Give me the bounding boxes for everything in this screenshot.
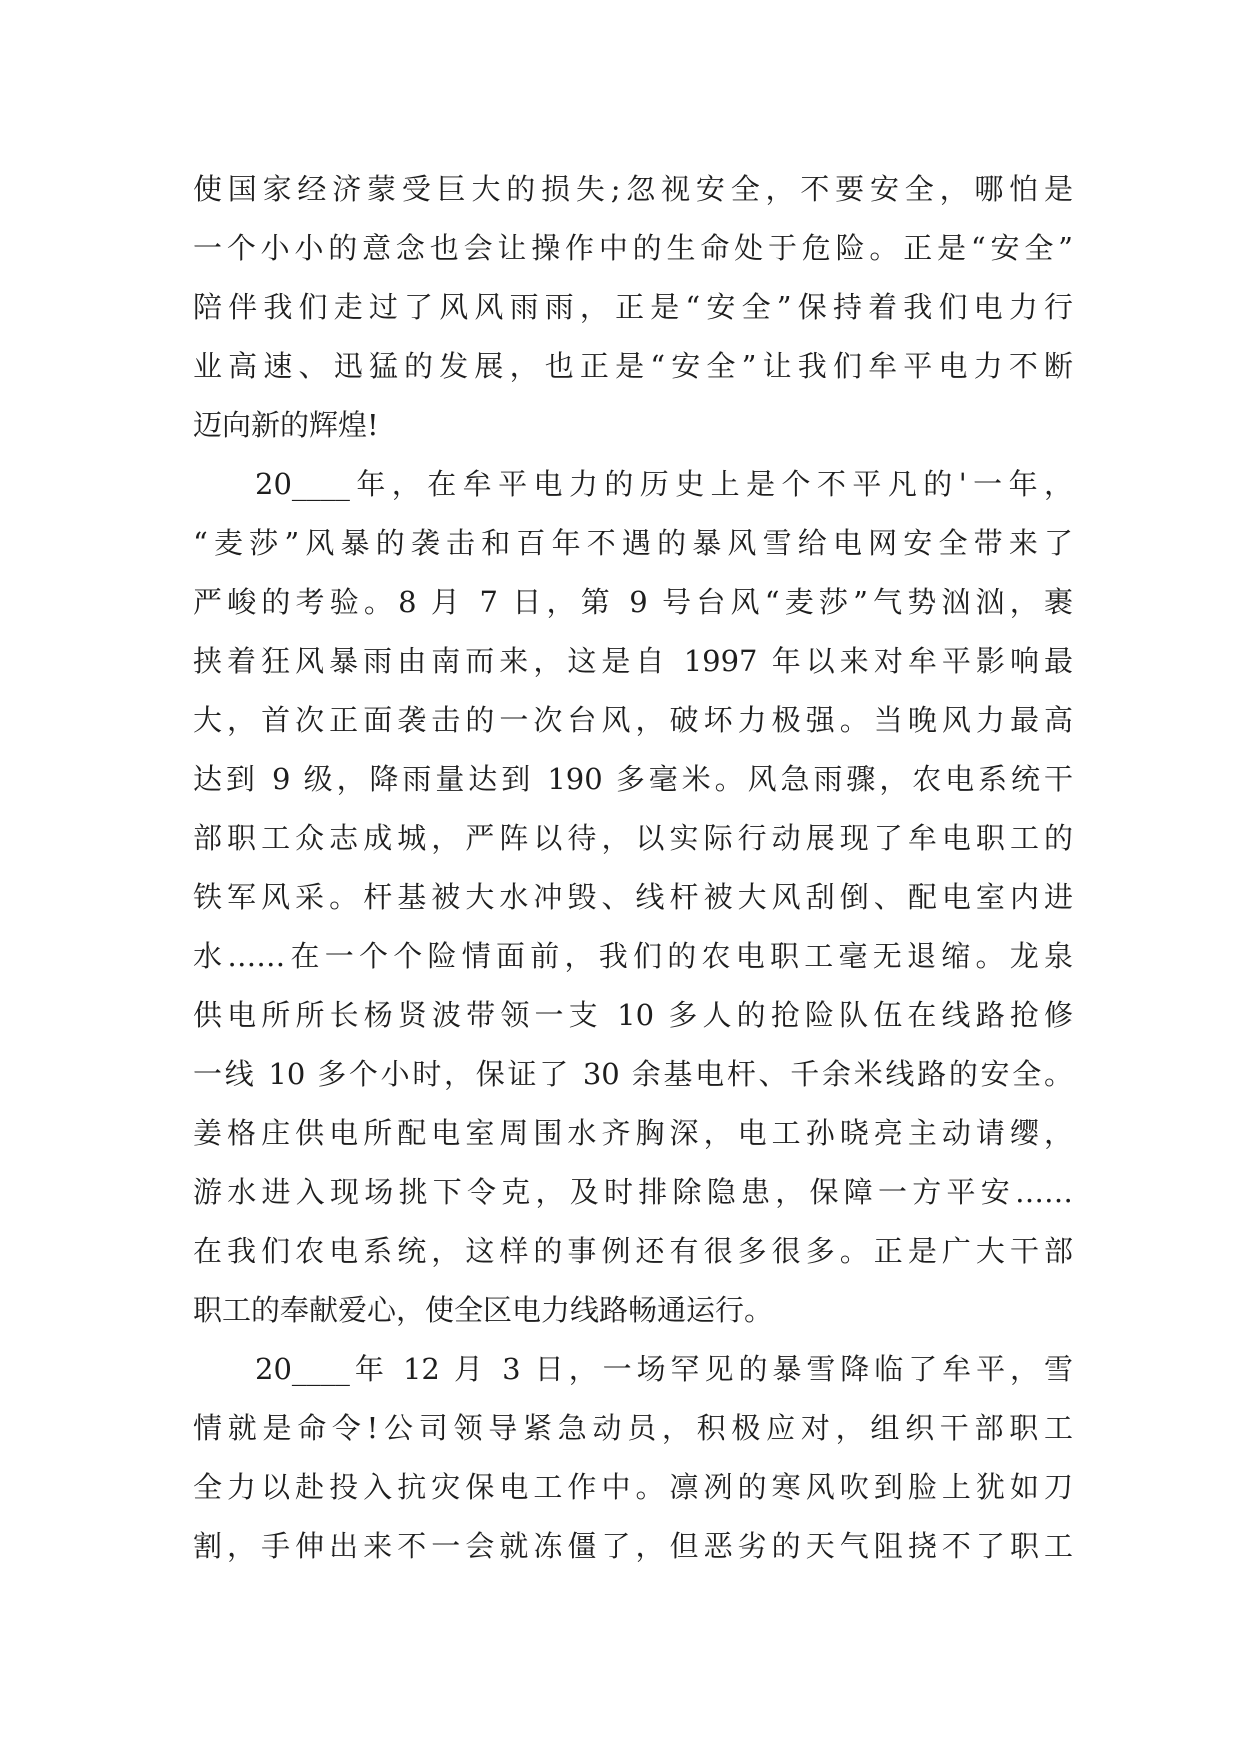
- text-line: 职工的奉献爱心，使全区电力线路畅通运行。: [193, 1293, 774, 1327]
- text-line: 部职工众志成城，严阵以待，以实际行动展现了牟电职工的: [193, 821, 1073, 855]
- text-line: 业高速、迅猛的发展，也正是“安全”让我们牟平电力不断: [193, 349, 1073, 383]
- text-line: 达到 9 级，降雨量达到 190 多毫米。风急雨骤，农电系统干: [193, 762, 1073, 796]
- text-line: 供电所所长杨贤波带领一支 10 多人的抢险队伍在线路抢修: [193, 998, 1073, 1032]
- paragraph: [193, 455, 1073, 1340]
- text-line: 使国家经济蒙受巨大的损失;忽视安全，不要安全，哪怕是: [193, 172, 1073, 206]
- text-line: 在我们农电系统，这样的事例还有很多很多。正是广大干部: [193, 1234, 1073, 1268]
- text-line: 一线 10 多个小时，保证了 30 余基电杆、千余米线路的安全。: [193, 1057, 1073, 1091]
- text-line: 挟着狂风暴雨由南而来，这是自 1997 年以来对牟平影响最: [193, 644, 1073, 678]
- text-line: 游水进入现场挑下令克，及时排除隐患，保障一方平安……: [193, 1175, 1073, 1209]
- text-line: 严峻的考验。8 月 7 日，第 9 号台风“麦莎”气势汹汹，裹: [193, 585, 1073, 619]
- text-line: 迈向新的辉煌!: [193, 408, 379, 442]
- text-line: 姜格庄供电所配电室周围水齐胸深，电工孙晓亮主动请缨，: [193, 1116, 1073, 1150]
- text-line: 铁军风采。杆基被大水冲毁、线杆被大风刮倒、配电室内进: [193, 880, 1073, 914]
- text-line: 20____年，在牟平电力的历史上是个不平凡的'一年，: [255, 467, 1073, 501]
- text-line: 情就是命令!公司领导紧急动员，积极应对，组织干部职工: [193, 1411, 1073, 1445]
- text-line: 割，手伸出来不一会就冻僵了，但恶劣的天气阻挠不了职工: [193, 1529, 1073, 1563]
- body-text: [193, 160, 1073, 1576]
- text-line: 一个小小的意念也会让操作中的生命处于危险。正是“安全”: [193, 231, 1073, 265]
- text-line: 陪伴我们走过了风风雨雨，正是“安全”保持着我们电力行: [193, 290, 1073, 324]
- paragraph: [193, 160, 1073, 455]
- text-line: 水……在一个个险情面前，我们的农电职工毫无退缩。龙泉: [193, 939, 1073, 973]
- text-line: “麦莎”风暴的袭击和百年不遇的暴风雪给电网安全带来了: [193, 526, 1073, 560]
- text-line: 全力以赴投入抗灾保电工作中。凛冽的寒风吹到脸上犹如刀: [193, 1470, 1073, 1504]
- paragraph: [193, 1340, 1073, 1576]
- text-line: 大，首次正面袭击的一次台风，破坏力极强。当晚风力最高: [193, 703, 1073, 737]
- text-line: 20____年 12 月 3 日，一场罕见的暴雪降临了牟平，雪: [255, 1352, 1073, 1386]
